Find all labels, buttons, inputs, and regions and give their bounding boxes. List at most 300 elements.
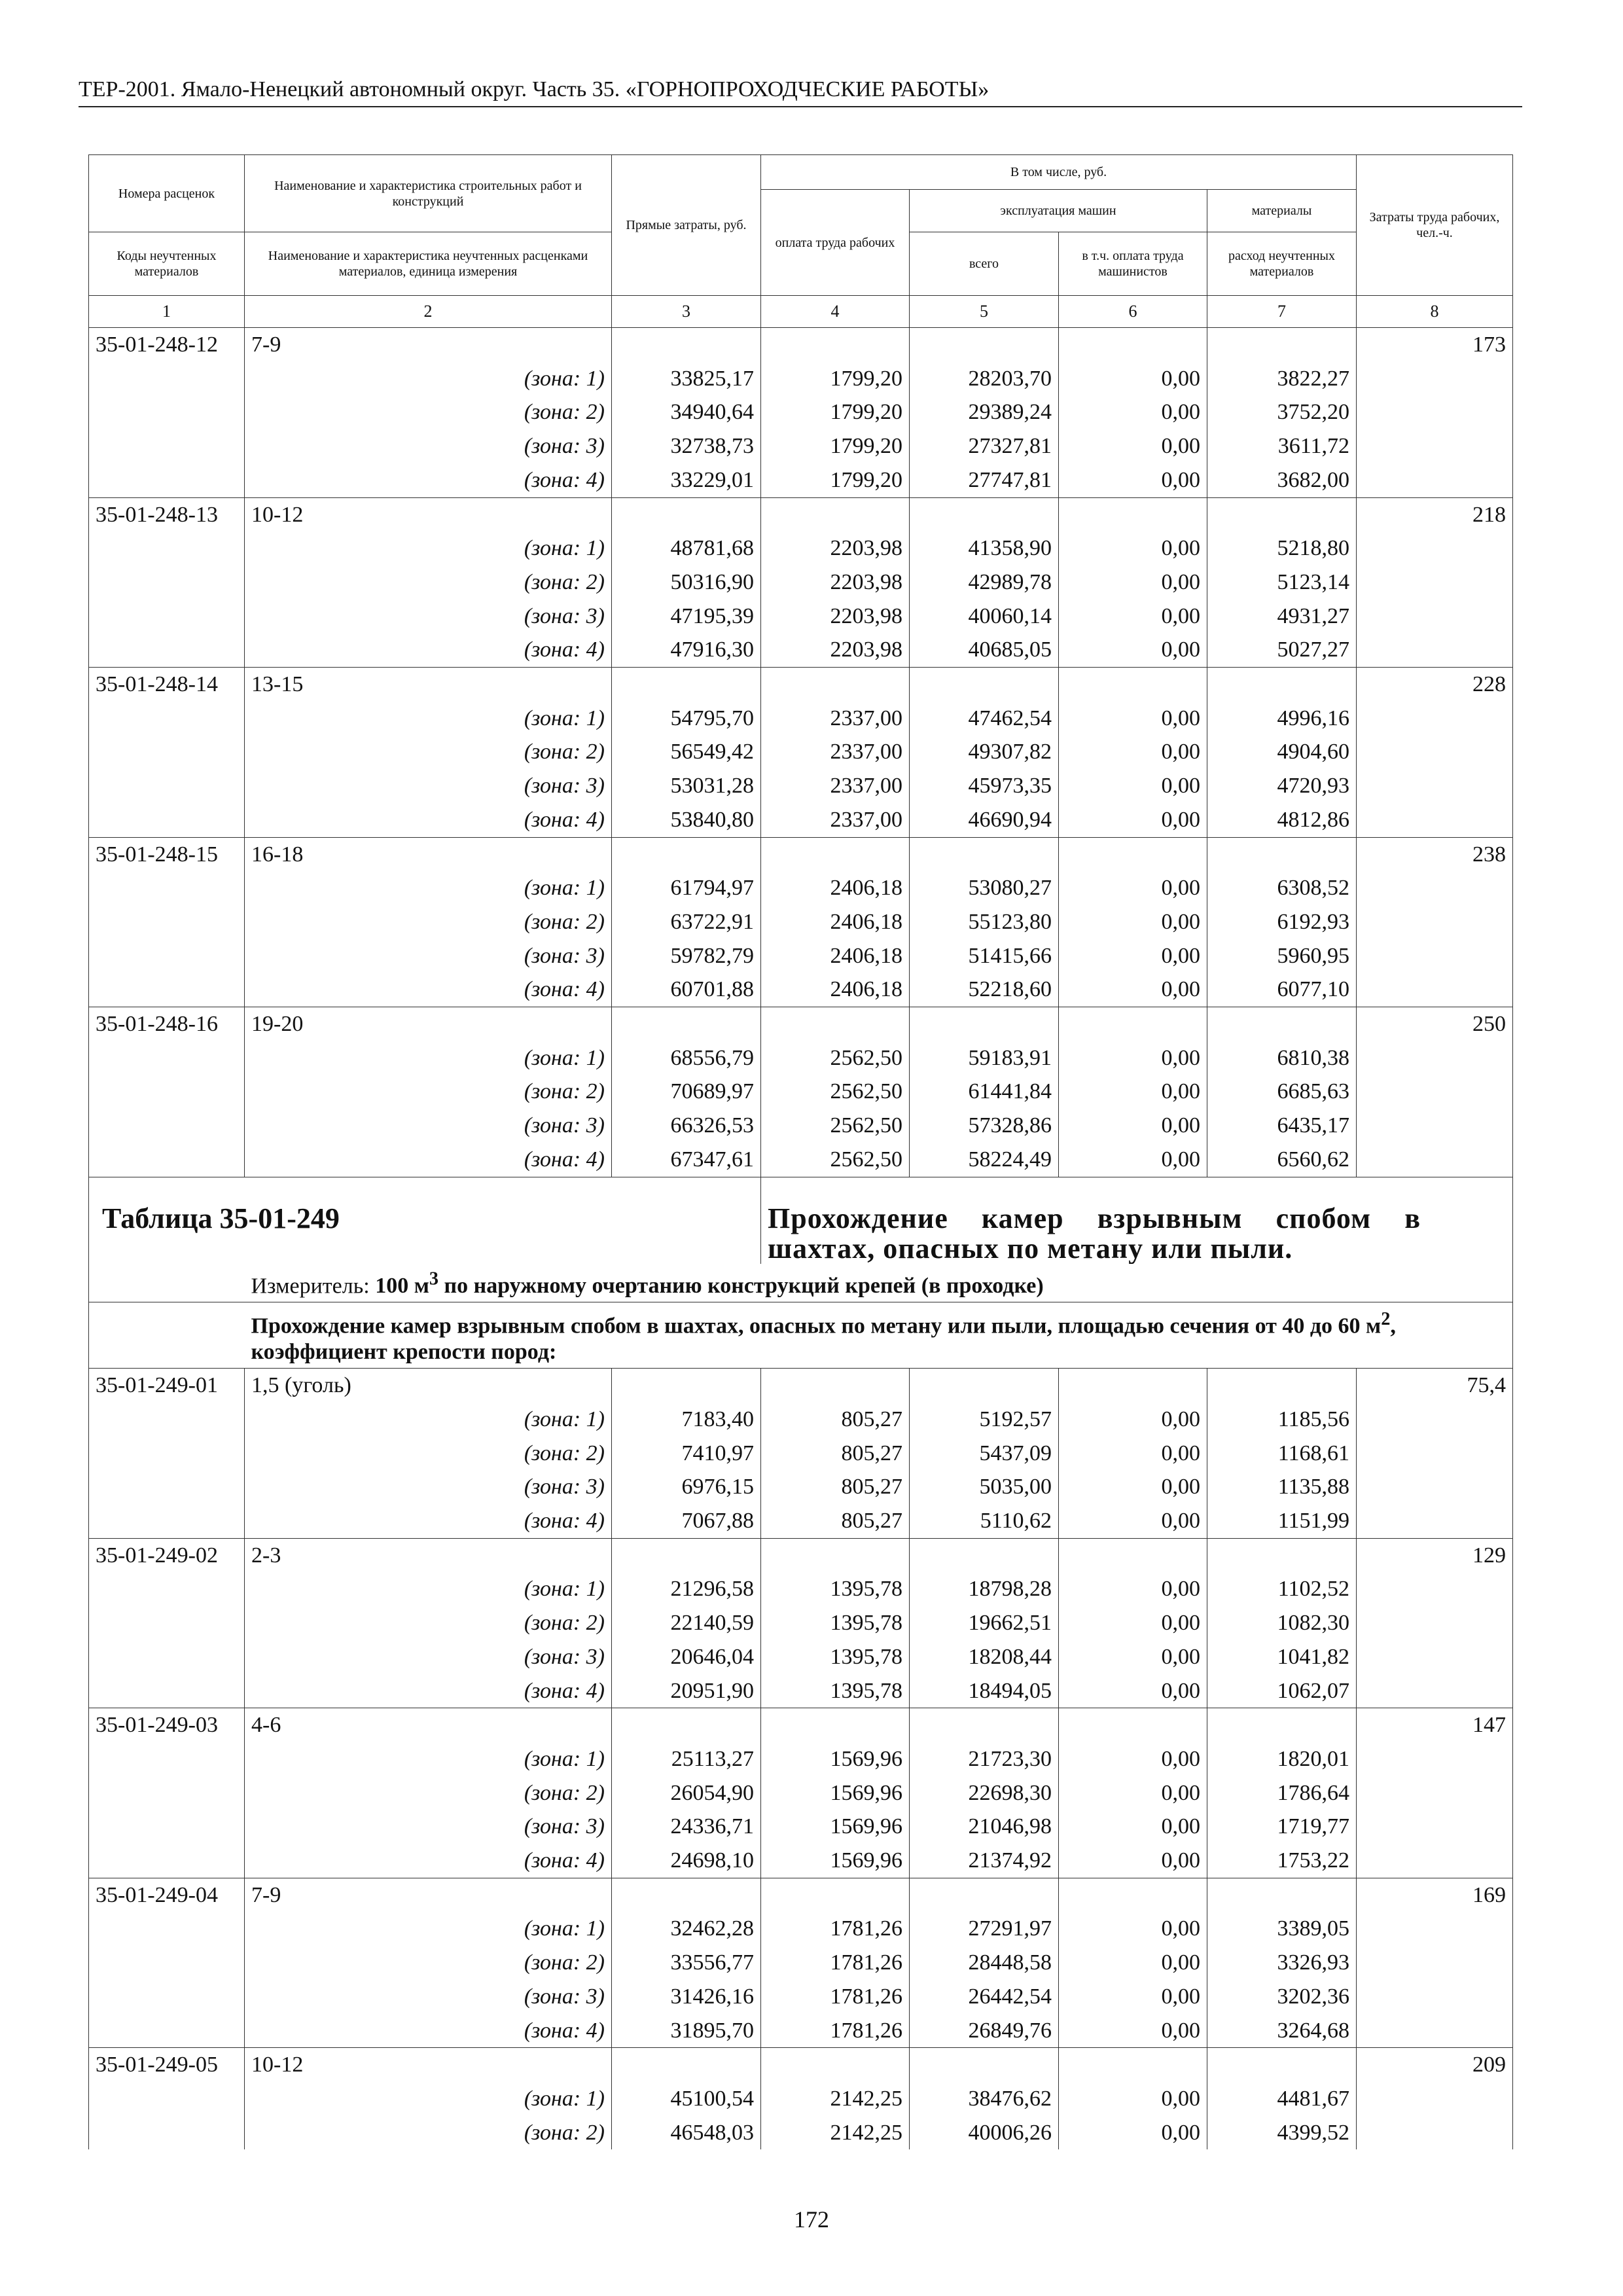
empty-cell xyxy=(1059,1369,1207,1403)
machinist-wages: 0,00 xyxy=(1059,1504,1207,1538)
zone-label: (зона: 4) xyxy=(245,803,612,837)
machines-total: 40006,26 xyxy=(910,2116,1059,2150)
materials-cost: 5218,80 xyxy=(1207,531,1357,565)
zone-label: (зона: 2) xyxy=(245,1075,612,1109)
empty-cell xyxy=(89,1504,245,1538)
direct-cost: 59782,79 xyxy=(612,939,761,973)
machinist-wages: 0,00 xyxy=(1059,1572,1207,1606)
column-number: 2 xyxy=(245,296,612,328)
empty-cell xyxy=(89,1403,245,1437)
wages: 2337,00 xyxy=(761,735,910,769)
empty-cell xyxy=(1357,2014,1513,2048)
empty-cell xyxy=(89,565,245,600)
col-header-materials: материалы xyxy=(1207,190,1357,232)
labor-cost: 218 xyxy=(1357,497,1513,531)
machines-total: 26849,76 xyxy=(910,2014,1059,2048)
materials-cost: 1062,07 xyxy=(1207,1674,1357,1708)
direct-cost: 25113,27 xyxy=(612,1742,761,1776)
empty-cell xyxy=(1357,803,1513,837)
wages: 2562,50 xyxy=(761,1143,910,1177)
empty-cell xyxy=(761,668,910,702)
empty-cell xyxy=(89,1674,245,1708)
measure-prefix: Измеритель: xyxy=(251,1273,376,1298)
empty-cell xyxy=(1357,1674,1513,1708)
empty-cell xyxy=(1357,1504,1513,1538)
rate-code: 35-01-249-04 xyxy=(89,1878,245,1912)
rate-description: 10-12 xyxy=(245,497,612,531)
table-249-body xyxy=(89,1369,1513,2150)
subtitle-text: Прохождение камер взрывным спобом в шахтах, опасных по метану или пыли, площадью сечения от 40 до 60 м xyxy=(251,1314,1382,1338)
machinist-wages: 0,00 xyxy=(1059,905,1207,939)
empty-cell xyxy=(1207,1878,1357,1912)
empty-cell xyxy=(89,600,245,634)
rate-row xyxy=(89,668,1513,702)
column-number: 1 xyxy=(89,296,245,328)
materials-cost: 3752,20 xyxy=(1207,395,1357,429)
machinist-wages: 0,00 xyxy=(1059,633,1207,667)
zone-row xyxy=(89,1075,1513,1109)
empty-cell xyxy=(89,1109,245,1143)
empty-cell xyxy=(1357,702,1513,736)
direct-cost: 26054,90 xyxy=(612,1776,761,1810)
direct-cost: 33825,17 xyxy=(612,362,761,396)
zone-row xyxy=(89,633,1513,667)
zone-row xyxy=(89,939,1513,973)
rate-code: 35-01-248-13 xyxy=(89,497,245,531)
zone-label: (зона: 4) xyxy=(245,1844,612,1878)
zone-label: (зона: 3) xyxy=(245,769,612,803)
empty-cell xyxy=(1357,769,1513,803)
empty-cell xyxy=(1357,1912,1513,1946)
materials-cost: 5027,27 xyxy=(1207,633,1357,667)
empty-cell xyxy=(612,1007,761,1041)
direct-cost: 50316,90 xyxy=(612,565,761,600)
machines-total: 18798,28 xyxy=(910,1572,1059,1606)
empty-cell xyxy=(1357,1776,1513,1810)
machinist-wages: 0,00 xyxy=(1059,1606,1207,1640)
direct-cost: 7183,40 xyxy=(612,1403,761,1437)
zone-label: (зона: 2) xyxy=(245,905,612,939)
direct-cost: 31426,16 xyxy=(612,1980,761,2014)
machinist-wages: 0,00 xyxy=(1059,1844,1207,1878)
materials-cost: 3326,93 xyxy=(1207,1946,1357,1980)
rate-description: 7-9 xyxy=(245,328,612,362)
materials-cost: 1786,64 xyxy=(1207,1776,1357,1810)
zone-row xyxy=(89,1470,1513,1504)
labor-cost: 147 xyxy=(1357,1708,1513,1742)
materials-cost: 4812,86 xyxy=(1207,803,1357,837)
direct-cost: 20951,90 xyxy=(612,1674,761,1708)
materials-cost: 1041,82 xyxy=(1207,1640,1357,1674)
zone-row xyxy=(89,531,1513,565)
empty-cell xyxy=(761,1708,910,1742)
direct-cost: 32738,73 xyxy=(612,429,761,463)
materials-cost: 4481,67 xyxy=(1207,2082,1357,2116)
empty-cell xyxy=(1207,1007,1357,1041)
col-header-wages: оплата труда рабочих xyxy=(761,190,910,296)
zone-row xyxy=(89,565,1513,600)
materials-cost: 1151,99 xyxy=(1207,1504,1357,1538)
rate-description: 13-15 xyxy=(245,668,612,702)
empty-cell xyxy=(910,1369,1059,1403)
machines-total: 27291,97 xyxy=(910,1912,1059,1946)
direct-cost: 7410,97 xyxy=(612,1437,761,1471)
empty-cell xyxy=(1059,1538,1207,1572)
measure-description: по наружному очертанию конструкций крепей (в проходке) xyxy=(438,1273,1044,1298)
machinist-wages: 0,00 xyxy=(1059,531,1207,565)
column-number: 4 xyxy=(761,296,910,328)
zone-label: (зона: 1) xyxy=(245,1572,612,1606)
empty-cell xyxy=(1357,2116,1513,2150)
machinist-wages: 0,00 xyxy=(1059,1810,1207,1844)
wages: 805,27 xyxy=(761,1470,910,1504)
zone-row xyxy=(89,463,1513,497)
zone-label: (зона: 1) xyxy=(245,1403,612,1437)
zone-row xyxy=(89,1946,1513,1980)
machinist-wages: 0,00 xyxy=(1059,1403,1207,1437)
empty-cell xyxy=(761,1538,910,1572)
direct-cost: 21296,58 xyxy=(612,1572,761,1606)
machinist-wages: 0,00 xyxy=(1059,1075,1207,1109)
col-header-rate-number: Номера расценок xyxy=(89,155,245,232)
zone-label: (зона: 2) xyxy=(245,1776,612,1810)
machinist-wages: 0,00 xyxy=(1059,702,1207,736)
rate-description: 1,5 (уголь) xyxy=(245,1369,612,1403)
machines-total: 5110,62 xyxy=(910,1504,1059,1538)
col-header-direct-costs: Прямые затраты, руб. xyxy=(612,155,761,296)
machines-total: 58224,49 xyxy=(910,1143,1059,1177)
wages: 1781,26 xyxy=(761,2014,910,2048)
materials-cost: 3682,00 xyxy=(1207,463,1357,497)
wages: 1799,20 xyxy=(761,463,910,497)
empty-cell xyxy=(89,1776,245,1810)
machinist-wages: 0,00 xyxy=(1059,871,1207,905)
zone-row xyxy=(89,769,1513,803)
empty-cell xyxy=(89,939,245,973)
table-header xyxy=(89,155,1513,328)
zone-label: (зона: 3) xyxy=(245,1980,612,2014)
zone-label: (зона: 3) xyxy=(245,1810,612,1844)
empty-cell xyxy=(89,1572,245,1606)
measure-value: 100 м xyxy=(375,1273,429,1298)
materials-cost: 1820,01 xyxy=(1207,1742,1357,1776)
rate-code: 35-01-249-03 xyxy=(89,1708,245,1742)
rate-code: 35-01-249-01 xyxy=(89,1369,245,1403)
machinist-wages: 0,00 xyxy=(1059,1742,1207,1776)
rate-row xyxy=(89,2048,1513,2082)
zone-row xyxy=(89,362,1513,396)
empty-cell xyxy=(1207,1369,1357,1403)
empty-cell xyxy=(1357,600,1513,634)
machines-total: 19662,51 xyxy=(910,1606,1059,1640)
empty-cell xyxy=(89,1912,245,1946)
wages: 2203,98 xyxy=(761,633,910,667)
zone-label: (зона: 3) xyxy=(245,429,612,463)
empty-cell xyxy=(1357,1470,1513,1504)
wages: 805,27 xyxy=(761,1437,910,1471)
rate-description: 19-20 xyxy=(245,1007,612,1041)
materials-cost: 4399,52 xyxy=(1207,2116,1357,2150)
zone-label: (зона: 4) xyxy=(245,1674,612,1708)
empty-cell xyxy=(910,1878,1059,1912)
materials-cost: 6308,52 xyxy=(1207,871,1357,905)
wages: 1395,78 xyxy=(761,1606,910,1640)
empty-cell xyxy=(89,1640,245,1674)
materials-cost: 3822,27 xyxy=(1207,362,1357,396)
labor-cost: 250 xyxy=(1357,1007,1513,1041)
zone-row xyxy=(89,1572,1513,1606)
zone-label: (зона: 4) xyxy=(245,463,612,497)
machinist-wages: 0,00 xyxy=(1059,1980,1207,2014)
col-header-machines-total: всего xyxy=(910,232,1059,296)
table-248-body xyxy=(89,328,1513,1177)
empty-cell xyxy=(612,1708,761,1742)
machinist-wages: 0,00 xyxy=(1059,973,1207,1007)
machinist-wages: 0,00 xyxy=(1059,1946,1207,1980)
machines-total: 5192,57 xyxy=(910,1403,1059,1437)
zone-label: (зона: 1) xyxy=(245,702,612,736)
wages: 2406,18 xyxy=(761,939,910,973)
direct-cost: 46548,03 xyxy=(612,2116,761,2150)
machinist-wages: 0,00 xyxy=(1059,803,1207,837)
empty-cell xyxy=(1357,1606,1513,1640)
wages: 2203,98 xyxy=(761,531,910,565)
labor-cost: 75,4 xyxy=(1357,1369,1513,1403)
empty-cell xyxy=(1059,668,1207,702)
zone-label: (зона: 1) xyxy=(245,1742,612,1776)
machinist-wages: 0,00 xyxy=(1059,463,1207,497)
materials-cost: 6810,38 xyxy=(1207,1041,1357,1075)
wages: 1569,96 xyxy=(761,1776,910,1810)
empty-cell xyxy=(89,395,245,429)
empty-cell xyxy=(1357,429,1513,463)
materials-cost: 3202,36 xyxy=(1207,1980,1357,2014)
machines-total: 46690,94 xyxy=(910,803,1059,837)
wages: 2142,25 xyxy=(761,2082,910,2116)
table-249-heading xyxy=(89,1177,1513,1369)
zone-row xyxy=(89,1640,1513,1674)
rate-row xyxy=(89,1369,1513,1403)
zone-row xyxy=(89,1912,1513,1946)
zone-label: (зона: 4) xyxy=(245,2014,612,2048)
direct-cost: 54795,70 xyxy=(612,702,761,736)
direct-cost: 66326,53 xyxy=(612,1109,761,1143)
col-header-material-use: расход неучтенных материалов xyxy=(1207,232,1357,296)
zone-label: (зона: 4) xyxy=(245,1143,612,1177)
zone-row xyxy=(89,600,1513,634)
zone-label: (зона: 1) xyxy=(245,1041,612,1075)
zone-label: (зона: 1) xyxy=(245,362,612,396)
rate-code: 35-01-248-15 xyxy=(89,837,245,871)
materials-cost: 6560,62 xyxy=(1207,1143,1357,1177)
column-number: 8 xyxy=(1357,296,1513,328)
machines-total: 28448,58 xyxy=(910,1946,1059,1980)
zone-row xyxy=(89,2116,1513,2150)
machines-total: 40685,05 xyxy=(910,633,1059,667)
machinist-wages: 0,00 xyxy=(1059,1640,1207,1674)
wages: 805,27 xyxy=(761,1504,910,1538)
wages: 1395,78 xyxy=(761,1640,910,1674)
labor-cost: 238 xyxy=(1357,837,1513,871)
column-number: 5 xyxy=(910,296,1059,328)
machines-total: 41358,90 xyxy=(910,531,1059,565)
wages: 2337,00 xyxy=(761,803,910,837)
materials-cost: 3611,72 xyxy=(1207,429,1357,463)
col-header-material-codes: Коды неучтенных материалов xyxy=(89,232,245,296)
wages: 805,27 xyxy=(761,1403,910,1437)
empty-cell xyxy=(1059,1007,1207,1041)
empty-cell xyxy=(1357,939,1513,973)
empty-cell xyxy=(89,1143,245,1177)
empty-cell xyxy=(89,1041,245,1075)
wages: 2142,25 xyxy=(761,2116,910,2150)
zone-row xyxy=(89,905,1513,939)
empty-cell xyxy=(89,362,245,396)
machines-total: 57328,86 xyxy=(910,1109,1059,1143)
zone-label: (зона: 2) xyxy=(245,565,612,600)
zone-row xyxy=(89,1606,1513,1640)
empty-cell xyxy=(761,2048,910,2082)
machinist-wages: 0,00 xyxy=(1059,1041,1207,1075)
zone-row xyxy=(89,1980,1513,2014)
empty-cell xyxy=(1207,1708,1357,1742)
zone-label: (зона: 2) xyxy=(245,1606,612,1640)
empty-cell xyxy=(1207,2048,1357,2082)
direct-cost: 7067,88 xyxy=(612,1504,761,1538)
materials-cost: 1135,88 xyxy=(1207,1470,1357,1504)
zone-row xyxy=(89,1109,1513,1143)
machinist-wages: 0,00 xyxy=(1059,1674,1207,1708)
zone-label: (зона: 3) xyxy=(245,939,612,973)
empty-cell xyxy=(89,973,245,1007)
empty-cell xyxy=(89,633,245,667)
zone-row xyxy=(89,1810,1513,1844)
materials-cost: 1102,52 xyxy=(1207,1572,1357,1606)
machinist-wages: 0,00 xyxy=(1059,1776,1207,1810)
materials-cost: 5960,95 xyxy=(1207,939,1357,973)
machines-total: 59183,91 xyxy=(910,1041,1059,1075)
empty-cell xyxy=(89,1980,245,2014)
wages: 2203,98 xyxy=(761,565,910,600)
materials-cost: 1719,77 xyxy=(1207,1810,1357,1844)
empty-cell xyxy=(1207,497,1357,531)
materials-cost: 5123,14 xyxy=(1207,565,1357,600)
wages: 1781,26 xyxy=(761,1912,910,1946)
empty-cell xyxy=(89,1075,245,1109)
wages: 2562,50 xyxy=(761,1075,910,1109)
empty-cell xyxy=(1357,1742,1513,1776)
zone-label: (зона: 4) xyxy=(245,633,612,667)
zone-row xyxy=(89,1742,1513,1776)
zone-row xyxy=(89,1437,1513,1471)
labor-cost: 169 xyxy=(1357,1878,1513,1912)
machinist-wages: 0,00 xyxy=(1059,2116,1207,2150)
column-number: 3 xyxy=(612,296,761,328)
table-title: Прохождение камер взрывным спобом в шахтах, опасных по метану или пыли. xyxy=(768,1202,1421,1264)
materials-cost: 6685,63 xyxy=(1207,1075,1357,1109)
empty-cell xyxy=(1357,1810,1513,1844)
machines-total: 18494,05 xyxy=(910,1674,1059,1708)
empty-cell xyxy=(1357,735,1513,769)
machines-total: 40060,14 xyxy=(910,600,1059,634)
empty-cell xyxy=(910,1708,1059,1742)
direct-cost: 70689,97 xyxy=(612,1075,761,1109)
machines-total: 5437,09 xyxy=(910,1437,1059,1471)
direct-cost: 63722,91 xyxy=(612,905,761,939)
empty-cell xyxy=(89,735,245,769)
empty-cell xyxy=(1357,1075,1513,1109)
empty-cell xyxy=(89,1606,245,1640)
page-number: 172 xyxy=(794,2206,829,2233)
zone-label: (зона: 4) xyxy=(245,1504,612,1538)
direct-cost: 53031,28 xyxy=(612,769,761,803)
direct-cost: 20646,04 xyxy=(612,1640,761,1674)
wages: 1395,78 xyxy=(761,1572,910,1606)
machinist-wages: 0,00 xyxy=(1059,1143,1207,1177)
machines-total: 18208,44 xyxy=(910,1640,1059,1674)
zone-row xyxy=(89,1041,1513,1075)
machines-total: 51415,66 xyxy=(910,939,1059,973)
empty-cell xyxy=(910,497,1059,531)
empty-cell xyxy=(1059,1708,1207,1742)
wages: 1569,96 xyxy=(761,1742,910,1776)
wages: 1569,96 xyxy=(761,1844,910,1878)
empty-cell xyxy=(1059,1878,1207,1912)
zone-row xyxy=(89,2014,1513,2048)
direct-cost: 32462,28 xyxy=(612,1912,761,1946)
zone-row xyxy=(89,1776,1513,1810)
empty-cell xyxy=(1357,463,1513,497)
wages: 1395,78 xyxy=(761,1674,910,1708)
labor-cost: 209 xyxy=(1357,2048,1513,2082)
materials-cost: 3264,68 xyxy=(1207,2014,1357,2048)
empty-cell xyxy=(89,2014,245,2048)
empty-cell xyxy=(612,668,761,702)
materials-cost: 1753,22 xyxy=(1207,1844,1357,1878)
empty-cell xyxy=(89,905,245,939)
direct-cost: 24336,71 xyxy=(612,1810,761,1844)
rate-code: 35-01-248-12 xyxy=(89,328,245,362)
col-header-work-name: Наименование и характеристика строительных работ и конструкций xyxy=(245,155,612,232)
machinist-wages: 0,00 xyxy=(1059,1437,1207,1471)
empty-cell xyxy=(1357,2082,1513,2116)
zone-label: (зона: 1) xyxy=(245,1912,612,1946)
empty-cell xyxy=(761,497,910,531)
zone-label: (зона: 2) xyxy=(245,395,612,429)
empty-cell xyxy=(761,328,910,362)
machinist-wages: 0,00 xyxy=(1059,1912,1207,1946)
zone-label: (зона: 2) xyxy=(245,735,612,769)
empty-cell xyxy=(761,1878,910,1912)
empty-cell xyxy=(910,1007,1059,1041)
empty-cell xyxy=(1357,1844,1513,1878)
machines-total: 27327,81 xyxy=(910,429,1059,463)
direct-cost: 31895,70 xyxy=(612,2014,761,2048)
empty-cell xyxy=(1357,1109,1513,1143)
machines-total: 21374,92 xyxy=(910,1844,1059,1878)
machines-total: 27747,81 xyxy=(910,463,1059,497)
column-number: 6 xyxy=(1059,296,1207,328)
materials-cost: 4720,93 xyxy=(1207,769,1357,803)
empty-cell xyxy=(1357,395,1513,429)
empty-cell xyxy=(89,702,245,736)
empty-cell xyxy=(761,1369,910,1403)
wages: 2337,00 xyxy=(761,702,910,736)
empty-cell xyxy=(1357,1437,1513,1471)
wages: 1799,20 xyxy=(761,395,910,429)
rate-row xyxy=(89,497,1513,531)
col-header-labor-costs: Затраты труда рабочих, чел.-ч. xyxy=(1357,155,1513,296)
